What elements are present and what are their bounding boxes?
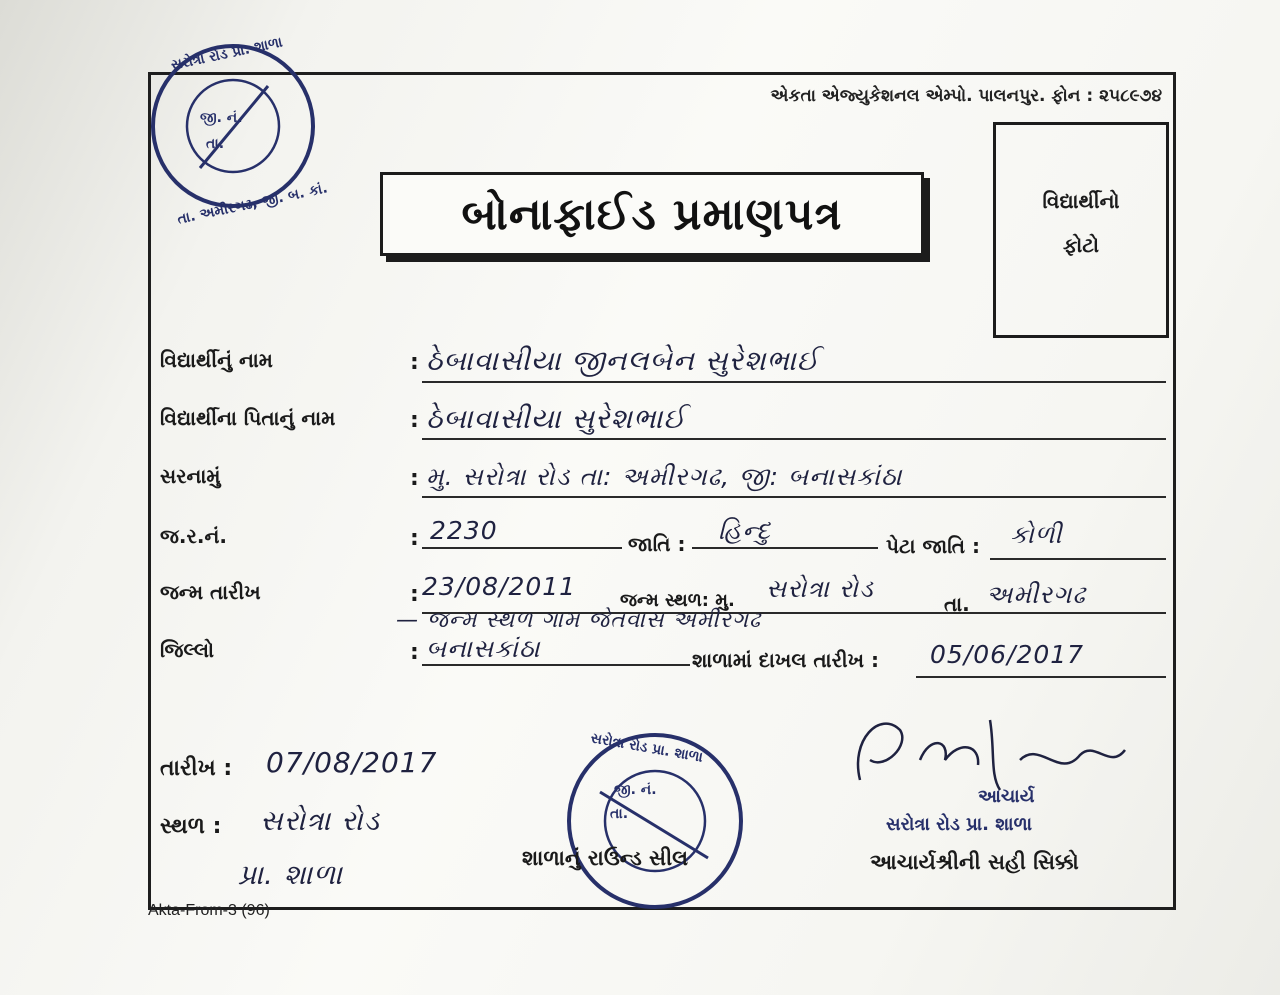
seal-center-2: તા. [206,136,225,152]
student-photo-box [993,122,1169,338]
seal-center-1: જી. નં. [200,110,243,126]
admission-date-value: 05/06/2017 [930,640,1085,669]
birth-date-value: 23/08/2011 [422,572,577,601]
seal-bottom-center-1: જી. નં. [614,782,657,798]
title-box [380,172,924,256]
student-name-label: વિદ્યાર્થીનું નામ [160,348,273,372]
colon: : [410,526,419,551]
place-value: સરોત્રા રોડ [260,804,380,837]
photo-label-line1: વિદ્યાર્થીનો [1042,189,1120,213]
principal-title: આચાર્ય [978,786,1035,807]
caste-line [692,547,878,549]
caste-label: જાતિ : [628,532,686,556]
caste-value: હિન્દુ [718,516,771,545]
round-seal-label: શાળાનું રાઉન્ડ સીલ [522,846,688,870]
father-name-line [422,438,1166,440]
issue-date-label: તારીખ : [160,756,233,781]
address-label: સરનામું [160,464,221,488]
district-label: જિલ્લો [160,638,214,662]
district-value: બનાસકાંઠા [426,634,541,663]
issue-date-value: 07/08/2017 [266,746,438,779]
taluka-label: તા. [944,592,970,616]
place-label: સ્થળ : [160,814,222,839]
gr-no-line [422,547,622,549]
student-name-value: ઠેબાવાસીયા જીનલબેન સુરેશભાઈ [426,344,820,377]
principal-school: સરોત્રા રોડ પ્રા. શાળા [886,814,1033,835]
birth-date-label: જન્મ તારીખ [160,580,261,604]
father-name-value: ઠેબાવાસીયા સુરેશભાઈ [426,402,686,435]
form-code: Akta-From-3 (96) [148,902,270,919]
birth-place-label: જન્મ સ્થળ: મુ. [620,590,735,611]
sub-caste-line [990,558,1166,560]
colon: : [410,466,419,491]
certificate-title: બોનાફાઈડ પ્રમાણપત્ર [461,188,843,240]
address-value: મુ. સરોત્રા રોડ તા: અમીરગઢ, જી: બનાસકાંઠા [426,462,903,491]
publisher-line: એકતા એજ્યુકેશનલ એમ્પો. પાલનપુર. ફોન : ૨૫૮૯૭૪ [770,86,1162,106]
principal-sign-label: આચાર્યશ્રીની સહી સિક્કો [870,850,1079,874]
colon: : [410,408,419,433]
admission-date-label: શાળામાં દાખલ તારીખ : [692,648,880,672]
place-value-line2: પ્રા. શાળા [238,858,343,891]
gr-no-value: 2230 [430,516,498,545]
seal-bottom-text: તા. અમીરગઢ, જી. બ. કાં. [176,180,330,228]
seal-bottom-center-2: તા. [610,806,629,822]
admission-date-line [916,676,1166,678]
taluka-value: અમીરગઢ [986,580,1086,609]
student-name-line [422,381,1166,383]
birth-place-value: સરોત્રા રોડ [766,574,874,603]
father-name-label: વિદ્યાર્થીના પિતાનું નામ [160,406,336,430]
seal-top-text: સરોત્રા રોડ પ્રા. શાળા [169,34,285,74]
district-line [422,664,690,666]
gr-no-label: જ.ર.નં. [160,524,227,548]
colon: : [410,350,419,375]
address-line [422,496,1166,498]
seal-bottom-top-text: સરોત્રા રોડ પ્રા. શાળા [589,730,705,766]
colon: : [410,582,419,607]
colon: : [410,640,419,665]
sub-caste-value: કોળી [1010,520,1063,549]
photo-label-line2: ફોટો [1063,233,1099,257]
birth-place-note: — જન્મ સ્થળ ગામ જેતવાસ અમીરગઢ [396,608,761,633]
sub-caste-label: પેટા જાતિ : [886,534,980,558]
